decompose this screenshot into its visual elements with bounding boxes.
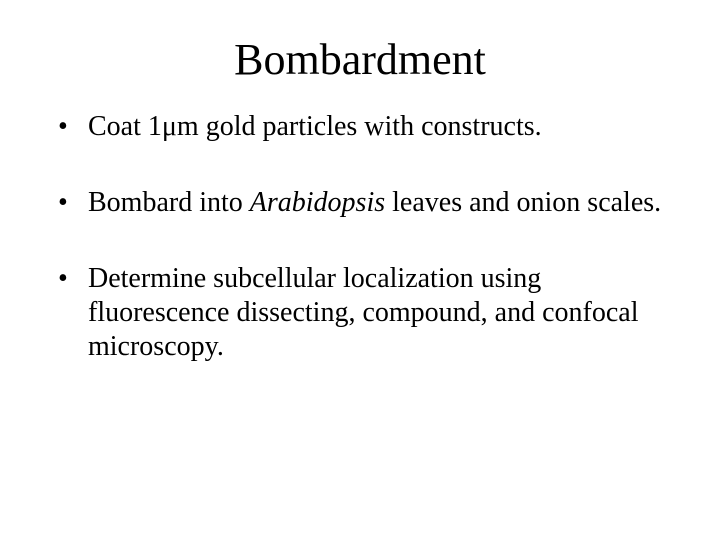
bullet-text-unit: μm [161,111,199,142]
bullet-text-prefix: Bombard into [88,187,250,218]
bullet-item-coat [56,110,676,144]
bullet-text-suffix: leaves and onion scales. [385,187,662,218]
bullet-text-prefix: Coat 1 [88,111,162,142]
bullet-text-suffix: gold particles with constructs. [198,111,542,142]
bullet-text: Determine subcellular localization using fluorescence dissecting, compound, and confocal microscopy. [88,263,639,362]
bullet-item-determine [56,262,676,364]
bullet-text-species: Arabidopsis [249,187,386,218]
slide-title: Bombardment [234,35,486,84]
bullet-item-bombard [56,186,676,220]
bullet-list [56,110,676,406]
bullet-icon: • [58,187,68,218]
bullet-icon: • [58,263,68,294]
bullet-icon: • [58,111,68,142]
